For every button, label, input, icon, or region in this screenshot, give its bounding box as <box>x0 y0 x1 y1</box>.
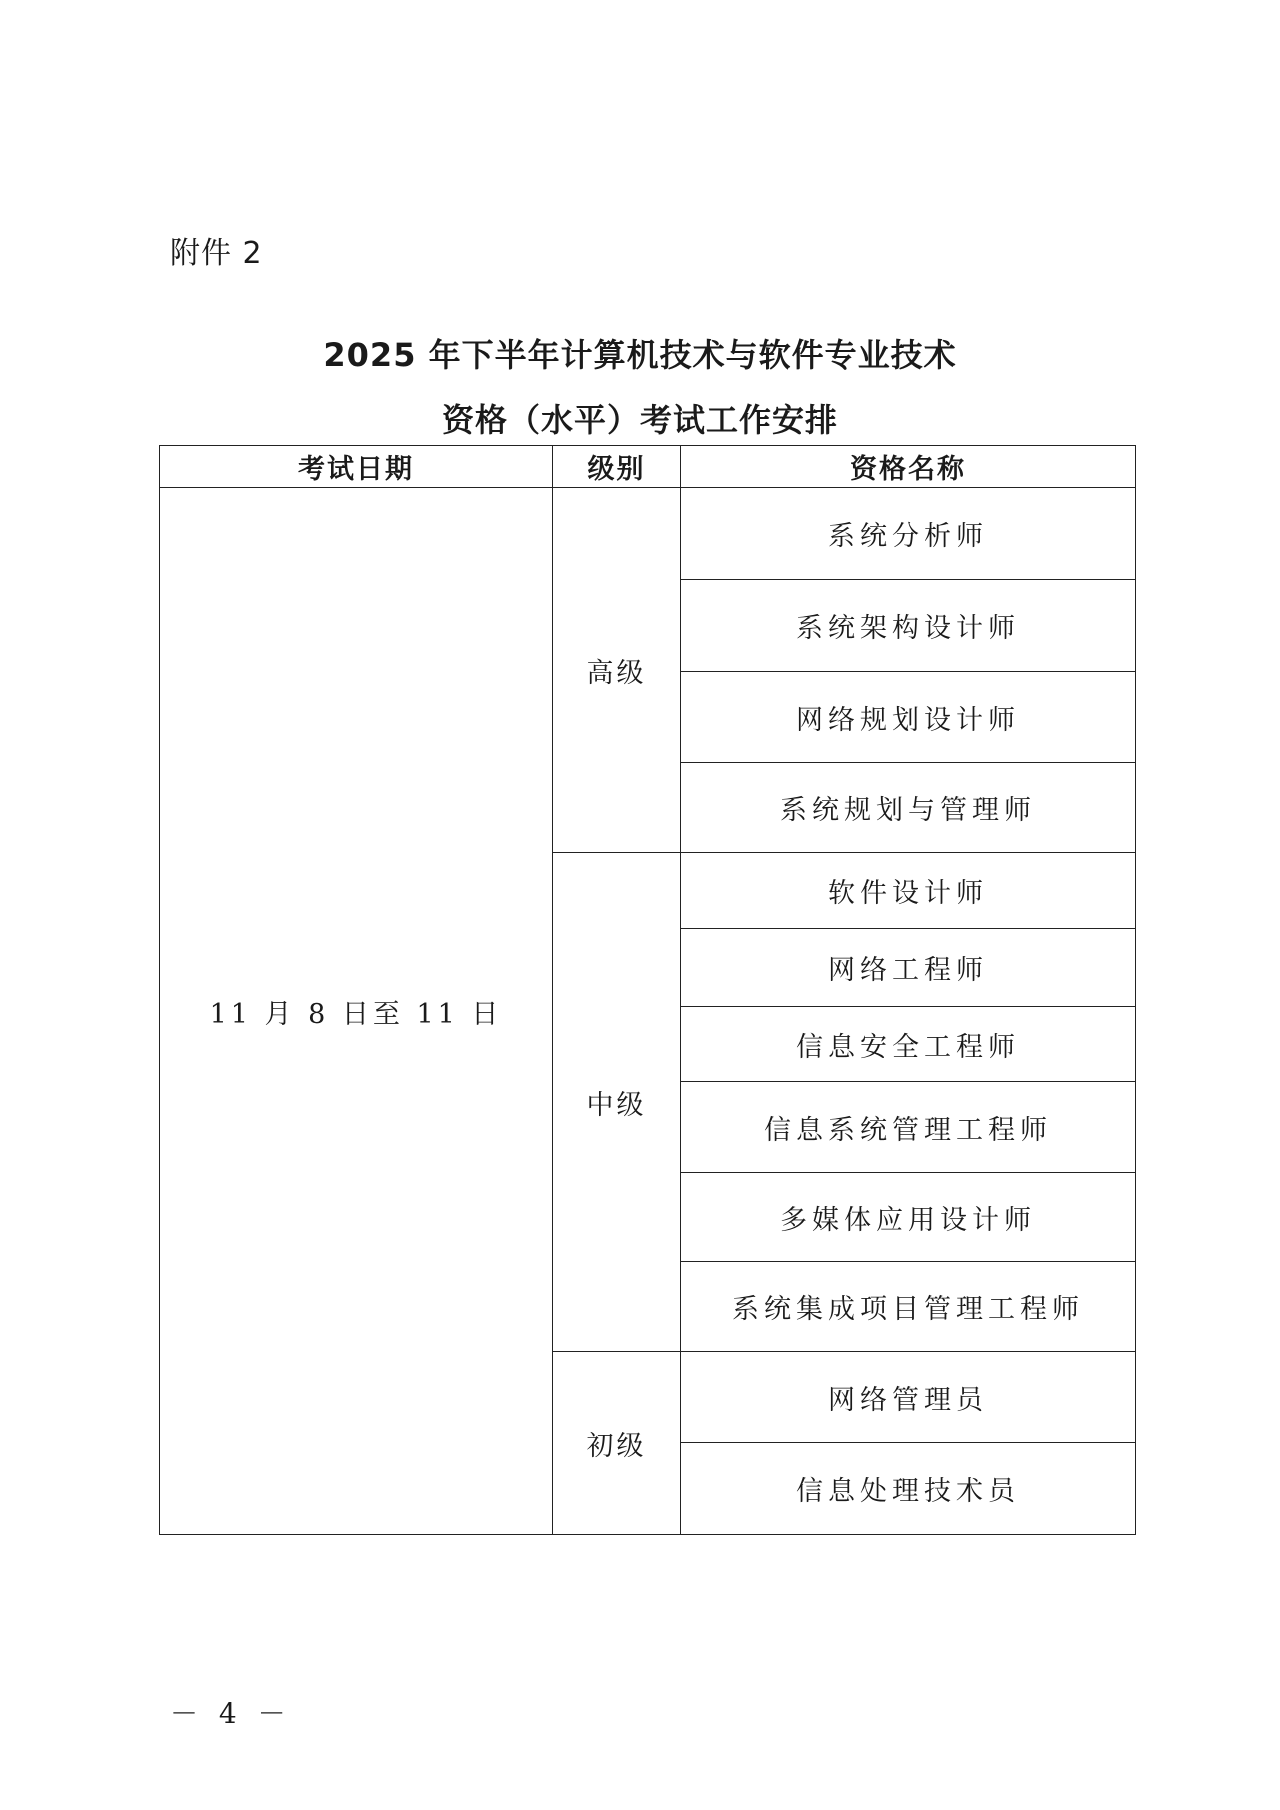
level-cell-intermediate: 中级 <box>553 853 681 1352</box>
exam-schedule-table <box>159 445 1136 1535</box>
qualification-cell: 系统集成项目管理工程师 <box>681 1262 1136 1352</box>
qualification-cell: 信息系统管理工程师 <box>681 1082 1136 1173</box>
qualification-cell: 系统规划与管理师 <box>681 763 1136 853</box>
qualification-cell: 网络工程师 <box>681 929 1136 1007</box>
level-cell-senior: 高级 <box>553 488 681 853</box>
table-header-row <box>160 446 1136 488</box>
attachment-label: 附件 2 <box>170 236 263 271</box>
document-title-line-1: 2025 年下半年计算机技术与软件专业技术 <box>323 336 957 374</box>
exam-date-cell: 11 月 8 日至 11 日 <box>160 488 553 1535</box>
qualification-cell: 网络规划设计师 <box>681 672 1136 763</box>
level-cell-junior: 初级 <box>553 1352 681 1535</box>
qualification-cell: 系统架构设计师 <box>681 580 1136 672</box>
qualification-cell: 软件设计师 <box>681 853 1136 929</box>
header-exam-date: 考试日期 <box>160 446 553 488</box>
header-qualification: 资格名称 <box>681 446 1136 488</box>
document-title-line-2: 资格（水平）考试工作安排 <box>441 401 838 439</box>
header-level: 级别 <box>553 446 681 488</box>
table-row <box>160 488 1136 580</box>
qualification-cell: 信息处理技术员 <box>681 1443 1136 1535</box>
qualification-cell: 网络管理员 <box>681 1352 1136 1443</box>
qualification-cell: 系统分析师 <box>681 488 1136 580</box>
qualification-cell: 信息安全工程师 <box>681 1007 1136 1082</box>
page-number: － 4 － <box>170 1697 292 1730</box>
qualification-cell: 多媒体应用设计师 <box>681 1173 1136 1262</box>
